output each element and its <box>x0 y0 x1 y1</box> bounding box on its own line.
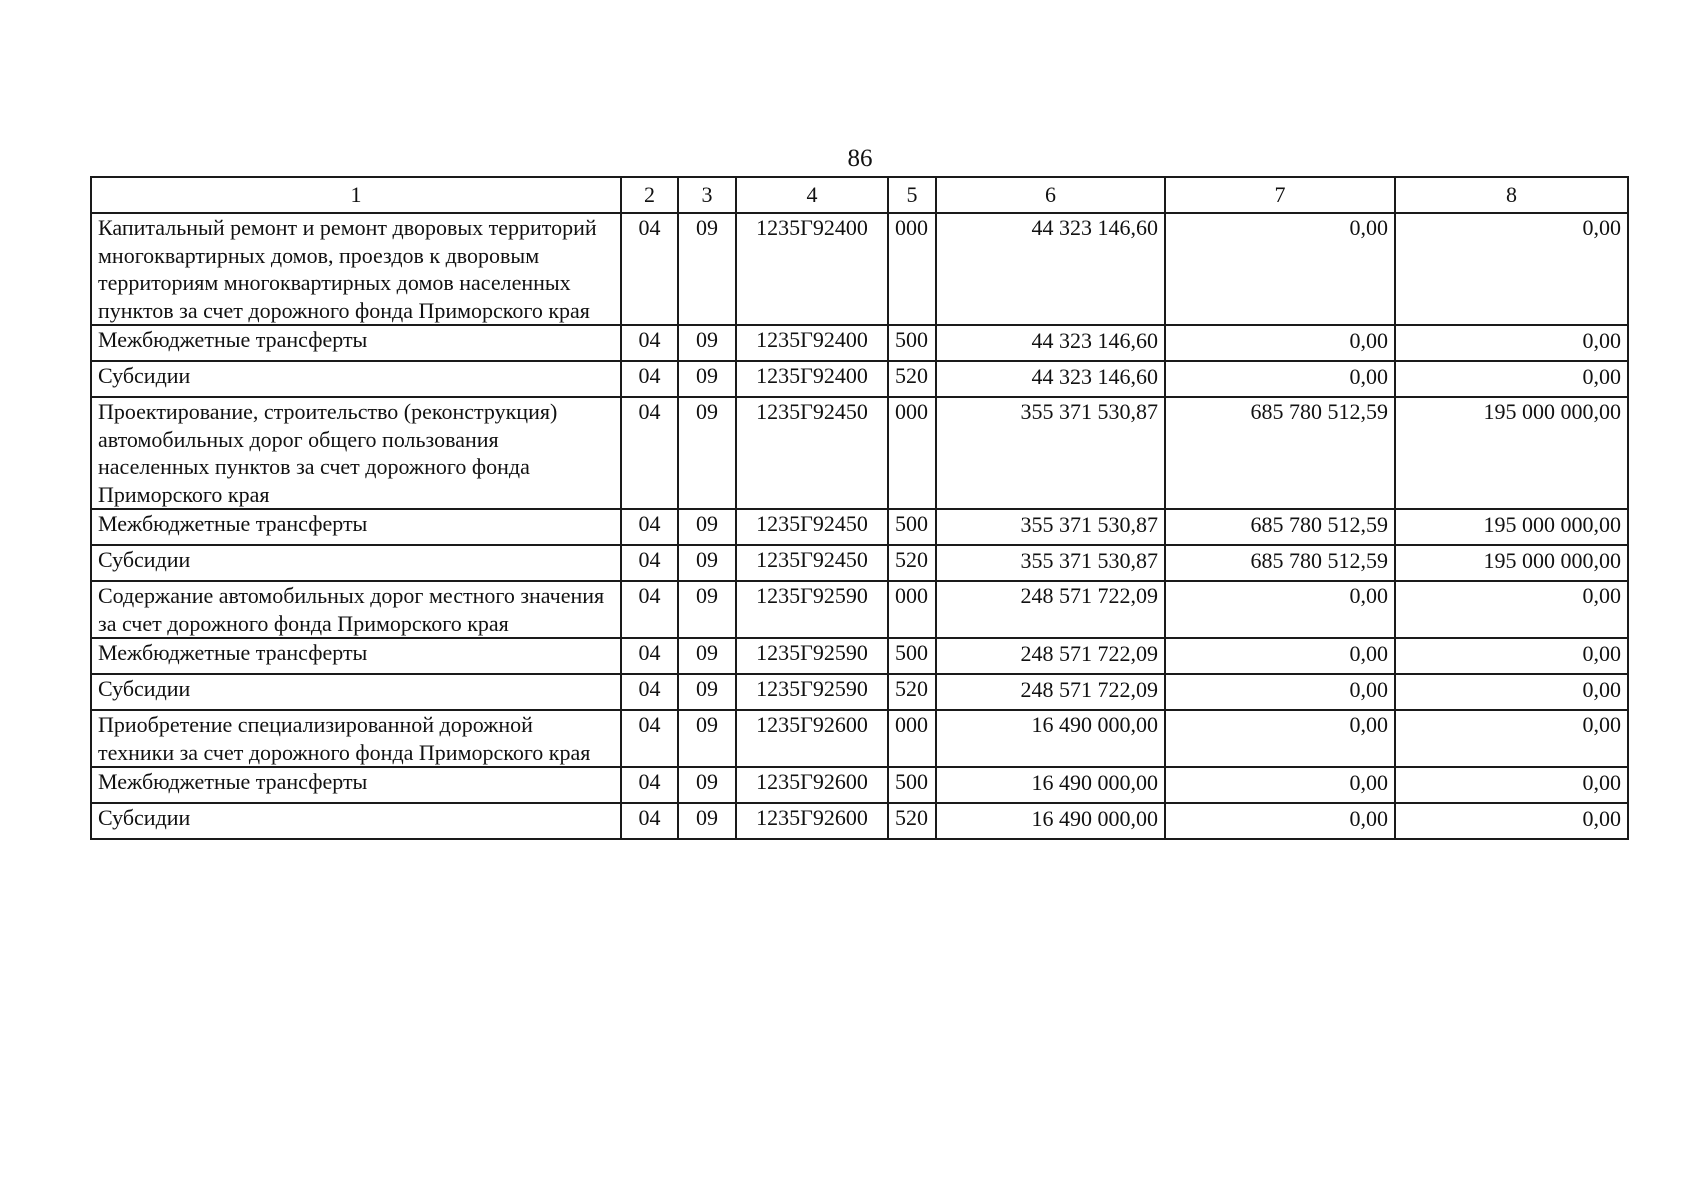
row-amount-8: 0,00 <box>1395 767 1628 803</box>
row-amount-8: 0,00 <box>1395 638 1628 674</box>
row-section: 04 <box>621 803 678 839</box>
row-amount-7: 0,00 <box>1165 213 1395 325</box>
row-amount-8: 0,00 <box>1395 710 1628 767</box>
table-row <box>91 710 1628 767</box>
header-row <box>91 177 1628 213</box>
table-row <box>91 397 1628 509</box>
row-section: 04 <box>621 767 678 803</box>
row-subsection: 09 <box>678 674 736 710</box>
header-cell: 5 <box>888 177 936 213</box>
row-amount-8: 0,00 <box>1395 581 1628 638</box>
row-name: Субсидии <box>91 674 621 710</box>
row-amount-6: 44 323 146,60 <box>936 213 1165 325</box>
row-section: 04 <box>621 674 678 710</box>
row-amount-7: 685 780 512,59 <box>1165 397 1395 509</box>
row-section: 04 <box>621 581 678 638</box>
header-cell: 4 <box>736 177 888 213</box>
table-row <box>91 213 1628 325</box>
row-target-article: 1235Г92590 <box>736 581 888 638</box>
table-row <box>91 767 1628 803</box>
header-cell: 6 <box>936 177 1165 213</box>
row-expense-type: 500 <box>888 509 936 545</box>
row-name: Содержание автомобильных дорог местного значения за счет дорожного фонда Приморского края <box>91 581 621 638</box>
row-amount-8: 0,00 <box>1395 325 1628 361</box>
row-expense-type: 000 <box>888 710 936 767</box>
row-amount-6: 16 490 000,00 <box>936 710 1165 767</box>
row-subsection: 09 <box>678 509 736 545</box>
row-name: Межбюджетные трансферты <box>91 509 621 545</box>
row-section: 04 <box>621 397 678 509</box>
row-section: 04 <box>621 325 678 361</box>
row-amount-8: 195 000 000,00 <box>1395 509 1628 545</box>
row-name: Проектирование, строительство (реконструкция) автомобильных дорог общего пользования населенных пунктов за счет дорожного фонда Приморского края <box>91 397 621 509</box>
table-row <box>91 509 1628 545</box>
row-name: Межбюджетные трансферты <box>91 767 621 803</box>
row-amount-6: 355 371 530,87 <box>936 397 1165 509</box>
row-section: 04 <box>621 361 678 397</box>
row-amount-7: 0,00 <box>1165 325 1395 361</box>
row-amount-7: 0,00 <box>1165 674 1395 710</box>
row-expense-type: 000 <box>888 213 936 325</box>
header-cell: 3 <box>678 177 736 213</box>
page-number: 86 <box>847 145 873 172</box>
row-target-article: 1235Г92450 <box>736 545 888 581</box>
row-amount-7: 0,00 <box>1165 803 1395 839</box>
row-name: Субсидии <box>91 361 621 397</box>
row-amount-8: 195 000 000,00 <box>1395 397 1628 509</box>
row-subsection: 09 <box>678 545 736 581</box>
row-expense-type: 500 <box>888 767 936 803</box>
row-subsection: 09 <box>678 710 736 767</box>
row-amount-7: 685 780 512,59 <box>1165 509 1395 545</box>
row-amount-8: 0,00 <box>1395 803 1628 839</box>
row-subsection: 09 <box>678 581 736 638</box>
row-target-article: 1235Г92450 <box>736 397 888 509</box>
row-section: 04 <box>621 545 678 581</box>
row-amount-6: 248 571 722,09 <box>936 638 1165 674</box>
row-subsection: 09 <box>678 325 736 361</box>
row-amount-6: 248 571 722,09 <box>936 581 1165 638</box>
row-expense-type: 520 <box>888 803 936 839</box>
table-row <box>91 325 1628 361</box>
row-expense-type: 520 <box>888 361 936 397</box>
row-section: 04 <box>621 638 678 674</box>
row-amount-8: 0,00 <box>1395 361 1628 397</box>
row-amount-6: 16 490 000,00 <box>936 803 1165 839</box>
row-expense-type: 520 <box>888 545 936 581</box>
row-section: 04 <box>621 710 678 767</box>
row-amount-8: 195 000 000,00 <box>1395 545 1628 581</box>
table-row <box>91 581 1628 638</box>
row-subsection: 09 <box>678 767 736 803</box>
row-expense-type: 500 <box>888 638 936 674</box>
table-row <box>91 674 1628 710</box>
row-name: Субсидии <box>91 803 621 839</box>
row-amount-7: 0,00 <box>1165 767 1395 803</box>
row-target-article: 1235Г92590 <box>736 674 888 710</box>
row-target-article: 1235Г92600 <box>736 803 888 839</box>
row-name: Межбюджетные трансферты <box>91 325 621 361</box>
row-target-article: 1235Г92590 <box>736 638 888 674</box>
row-amount-7: 0,00 <box>1165 581 1395 638</box>
row-name: Приобретение специализированной дорожной техники за счет дорожного фонда Приморского края <box>91 710 621 767</box>
table-row <box>91 803 1628 839</box>
header-cell: 1 <box>91 177 621 213</box>
row-subsection: 09 <box>678 803 736 839</box>
header-cell: 2 <box>621 177 678 213</box>
table-row <box>91 361 1628 397</box>
row-subsection: 09 <box>678 638 736 674</box>
row-target-article: 1235Г92600 <box>736 710 888 767</box>
row-expense-type: 520 <box>888 674 936 710</box>
row-amount-6: 44 323 146,60 <box>936 325 1165 361</box>
row-amount-7: 685 780 512,59 <box>1165 545 1395 581</box>
table-row <box>91 545 1628 581</box>
row-name: Межбюджетные трансферты <box>91 638 621 674</box>
row-amount-8: 0,00 <box>1395 213 1628 325</box>
row-subsection: 09 <box>678 213 736 325</box>
row-name: Капитальный ремонт и ремонт дворовых территорий многоквартирных домов, проездов к дворовым территориям многоквартирных домов населенных пунктов за счет дорожного фонда Приморского края <box>91 213 621 325</box>
row-amount-6: 16 490 000,00 <box>936 767 1165 803</box>
table-row <box>91 638 1628 674</box>
row-section: 04 <box>621 509 678 545</box>
row-expense-type: 000 <box>888 397 936 509</box>
row-target-article: 1235Г92400 <box>736 213 888 325</box>
row-amount-6: 355 371 530,87 <box>936 545 1165 581</box>
row-subsection: 09 <box>678 361 736 397</box>
row-target-article: 1235Г92600 <box>736 767 888 803</box>
row-amount-8: 0,00 <box>1395 674 1628 710</box>
row-target-article: 1235Г92400 <box>736 325 888 361</box>
row-amount-7: 0,00 <box>1165 361 1395 397</box>
row-expense-type: 000 <box>888 581 936 638</box>
row-section: 04 <box>621 213 678 325</box>
row-expense-type: 500 <box>888 325 936 361</box>
row-amount-6: 44 323 146,60 <box>936 361 1165 397</box>
row-target-article: 1235Г92400 <box>736 361 888 397</box>
row-amount-6: 248 571 722,09 <box>936 674 1165 710</box>
row-amount-7: 0,00 <box>1165 638 1395 674</box>
row-subsection: 09 <box>678 397 736 509</box>
row-amount-7: 0,00 <box>1165 710 1395 767</box>
row-target-article: 1235Г92450 <box>736 509 888 545</box>
row-name: Субсидии <box>91 545 621 581</box>
header-cell: 8 <box>1395 177 1628 213</box>
header-cell: 7 <box>1165 177 1395 213</box>
budget-table <box>90 176 1629 840</box>
row-amount-6: 355 371 530,87 <box>936 509 1165 545</box>
